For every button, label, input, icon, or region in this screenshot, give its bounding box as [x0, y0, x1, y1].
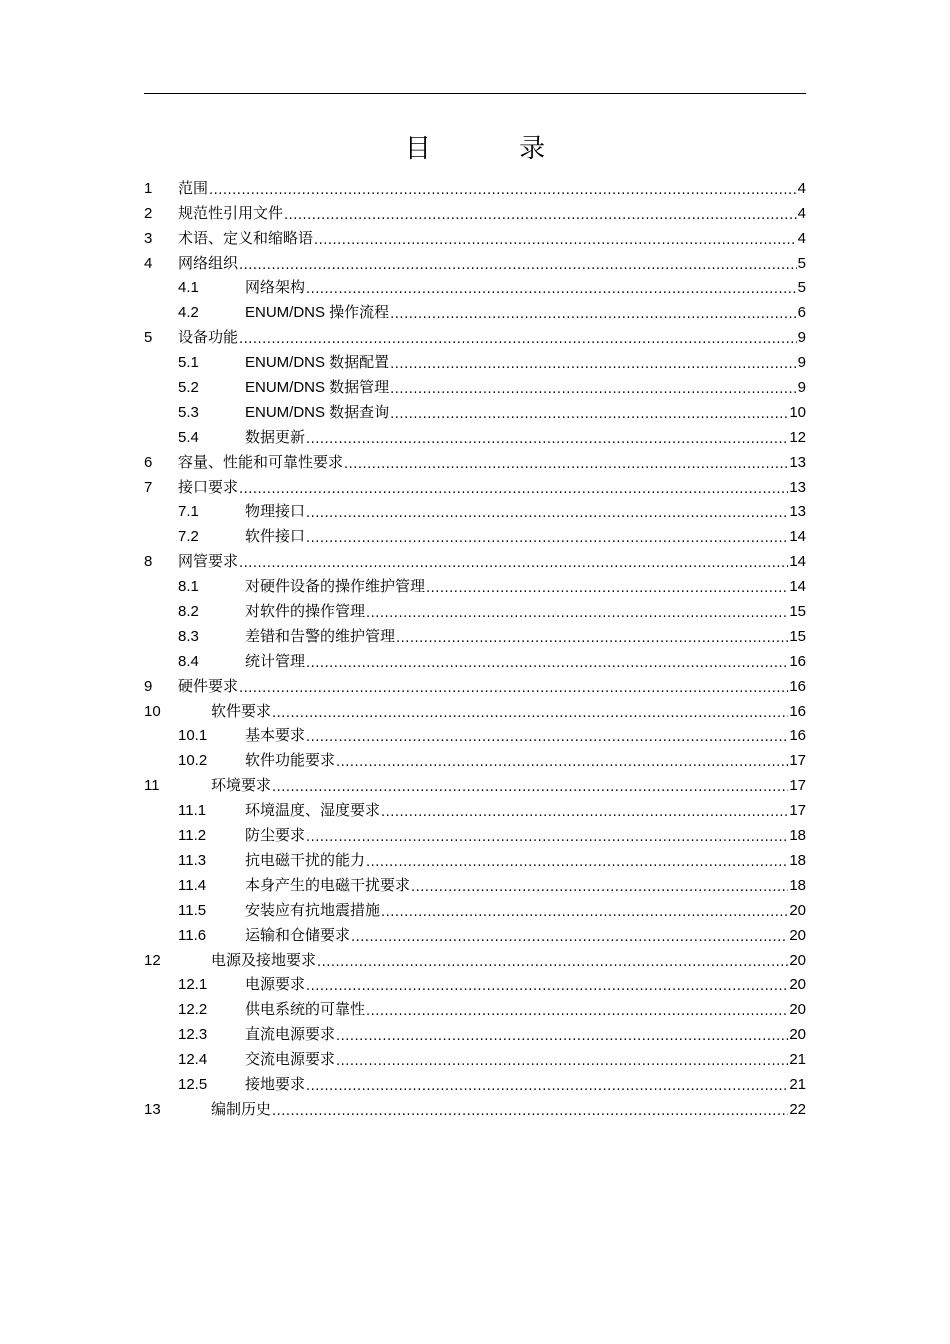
toc-entry-number: 11.3: [178, 851, 207, 869]
toc-entry[interactable]: [144, 846, 806, 871]
toc-entry-number: 8.3: [178, 627, 199, 645]
toc-entry-number: 8: [144, 553, 153, 571]
toc-dot-leader: [390, 378, 796, 398]
toc-entry-title: 物理接口: [245, 503, 306, 521]
toc-entry-number: 8.2: [178, 603, 199, 621]
toc-entry-page: 20: [789, 901, 806, 919]
toc-entry-title: 网管要求: [178, 553, 239, 571]
toc-entry[interactable]: [144, 274, 806, 299]
toc-dot-leader: [239, 552, 788, 572]
toc-entry-page: 4: [797, 204, 806, 222]
toc-entry-title: 环境要求: [211, 777, 272, 795]
toc-entry-number: 8.4: [178, 652, 199, 670]
toc-entry[interactable]: [144, 323, 806, 348]
toc-entry[interactable]: [144, 1045, 806, 1070]
toc-dot-leader: [351, 926, 788, 946]
toc-entry-number: 4.2: [178, 304, 199, 322]
toc-entry-page: 17: [789, 752, 806, 770]
toc-dot-leader: [272, 702, 788, 722]
toc-entry-title: 软件接口: [245, 528, 306, 546]
toc-entry-title: 设备功能: [178, 329, 239, 347]
toc-entry-number: 6: [144, 453, 153, 471]
toc-entry-number: 3: [144, 229, 153, 247]
toc-entry[interactable]: [144, 174, 806, 199]
toc-entry-page: 21: [789, 1075, 806, 1093]
toc-entry-title: 基本要求: [245, 727, 306, 745]
toc-dot-leader: [411, 876, 788, 896]
toc-entry-page: 20: [789, 1026, 806, 1044]
toc-dot-leader: [306, 975, 788, 995]
toc-entry[interactable]: [144, 1095, 806, 1120]
toc-entry[interactable]: [144, 946, 806, 971]
toc-entry-number: 2: [144, 204, 153, 222]
toc-entry-number: 5.2: [178, 379, 199, 397]
toc-entry-number: 10.2: [178, 752, 208, 770]
toc-entry-title: 接口要求: [178, 478, 239, 496]
toc-dot-leader: [272, 776, 788, 796]
toc-entry[interactable]: [144, 821, 806, 846]
toc-entry-number: 11.1: [178, 802, 207, 820]
toc-entry[interactable]: [144, 572, 806, 597]
toc-entry[interactable]: [144, 199, 806, 224]
toc-dot-leader: [239, 677, 788, 697]
toc-entry[interactable]: [144, 871, 806, 896]
toc-entry-page: 20: [789, 951, 806, 969]
toc-entry-number: 8.1: [178, 578, 199, 596]
toc-entry-title: 统计管理: [245, 652, 306, 670]
toc-entry[interactable]: [144, 249, 806, 274]
toc-dot-leader: [336, 1050, 788, 1070]
toc-entry[interactable]: [144, 622, 806, 647]
toc-dot-leader: [306, 652, 788, 672]
toc-entry-title: ENUM/DNS 数据配置: [245, 354, 390, 372]
toc-entry[interactable]: [144, 1020, 806, 1045]
toc-dot-leader: [306, 278, 797, 298]
toc-dot-leader: [239, 328, 797, 348]
toc-dot-leader: [390, 303, 796, 323]
toc-entry-title: 差错和告警的维护管理: [245, 627, 396, 645]
toc-entry-number: 5: [144, 329, 153, 347]
toc-dot-leader: [306, 502, 788, 522]
toc-dot-leader: [306, 1075, 788, 1095]
toc-entry-page: 13: [789, 453, 806, 471]
toc-entry-number: 13: [144, 1100, 161, 1118]
toc-entry-page: 16: [789, 652, 806, 670]
header-rule: [144, 93, 806, 94]
toc-entry-title: 电源要求: [245, 976, 306, 994]
toc-dot-leader: [306, 428, 788, 448]
toc-dot-leader: [344, 453, 788, 473]
toc-entry-number: 12: [144, 951, 161, 969]
toc-entry-number: 7.2: [178, 528, 199, 546]
toc-dot-leader: [336, 1025, 788, 1045]
toc-entry-title: 环境温度、湿度要求: [245, 802, 381, 820]
toc-entry[interactable]: [144, 448, 806, 473]
toc-entry-title: 运输和仓储要求: [245, 926, 351, 944]
toc-entry-page: 18: [789, 851, 806, 869]
toc-entry-title: 交流电源要求: [245, 1051, 336, 1069]
toc-entry-title: 直流电源要求: [245, 1026, 336, 1044]
toc-entry[interactable]: [144, 547, 806, 572]
toc-entry-page: 22: [789, 1100, 806, 1118]
toc-entry-page: 9: [797, 329, 806, 347]
toc-entry-page: 5: [797, 254, 806, 272]
toc-entry[interactable]: [144, 796, 806, 821]
toc-dot-leader: [366, 602, 788, 622]
toc-entry-page: 17: [789, 802, 806, 820]
toc-entry-number: 10: [144, 702, 161, 720]
toc-entry-number: 4: [144, 254, 153, 272]
toc-entry-page: 16: [789, 702, 806, 720]
toc-dot-leader: [366, 1000, 788, 1020]
toc-entry-title: ENUM/DNS 数据查询: [245, 403, 390, 421]
toc-entry-title: 网络架构: [245, 279, 306, 297]
toc-entry[interactable]: [144, 1070, 806, 1095]
toc-entry-page: 18: [789, 827, 806, 845]
toc-dot-leader: [209, 179, 797, 199]
toc-entry[interactable]: [144, 896, 806, 921]
toc-entry-page: 15: [789, 627, 806, 645]
toc-entry-title: 接地要求: [245, 1075, 306, 1093]
toc-entry-title: 防尘要求: [245, 827, 306, 845]
toc-entry-number: 10.1: [178, 727, 208, 745]
toc-entry-title: 抗电磁干扰的能力: [245, 851, 366, 869]
toc-entry-number: 4.1: [178, 279, 199, 297]
toc-entry-page: 20: [789, 976, 806, 994]
toc-entry[interactable]: [144, 298, 806, 323]
toc-entry[interactable]: [144, 722, 806, 747]
toc-entry-page: 16: [789, 677, 806, 695]
toc-entry[interactable]: [144, 224, 806, 249]
toc-entry-number: 12.1: [178, 976, 208, 994]
toc-entry-title: ENUM/DNS 操作流程: [245, 304, 390, 322]
toc-dot-leader: [272, 1100, 788, 1120]
toc-entry[interactable]: [144, 771, 806, 796]
toc-dot-leader: [239, 478, 788, 498]
toc-dot-leader: [314, 229, 797, 249]
toc-entry-number: 11.6: [178, 926, 207, 944]
toc-entry-number: 1: [144, 179, 153, 197]
toc-entry-title: 对软件的操作管理: [245, 603, 366, 621]
toc-entry[interactable]: [144, 647, 806, 672]
toc-entry-number: 7.1: [178, 503, 199, 521]
toc-entry-page: 20: [789, 1001, 806, 1019]
toc-dot-leader: [366, 851, 788, 871]
toc-entry-title: 硬件要求: [178, 677, 239, 695]
toc-entry[interactable]: [144, 373, 806, 398]
toc-dot-leader: [306, 527, 788, 547]
toc-entry-page: 6: [797, 304, 806, 322]
toc-entry-number: 12.3: [178, 1026, 208, 1044]
toc-entry-title: 容量、性能和可靠性要求: [178, 453, 344, 471]
toc-entry[interactable]: [144, 522, 806, 547]
toc-entry-page: 9: [797, 379, 806, 397]
toc-entry[interactable]: [144, 473, 806, 498]
toc-entry-page: 10: [789, 403, 806, 421]
toc-entry[interactable]: [144, 597, 806, 622]
toc-entry-title: 安装应有抗地震措施: [245, 901, 381, 919]
toc-entry-page: 20: [789, 926, 806, 944]
toc-entry-number: 12.5: [178, 1075, 208, 1093]
toc-entry-page: 16: [789, 727, 806, 745]
toc-entry-page: 14: [789, 578, 806, 596]
toc-entry[interactable]: [144, 697, 806, 722]
toc-entry-page: 12: [789, 428, 806, 446]
toc-entry-title: 规范性引用文件: [178, 204, 284, 222]
toc-entry-page: 13: [789, 478, 806, 496]
toc-entry-title: ENUM/DNS 数据管理: [245, 379, 390, 397]
page-title: 目 录: [404, 134, 586, 164]
toc-dot-leader: [336, 751, 788, 771]
toc-entry-page: 21: [789, 1051, 806, 1069]
toc-entry-title: 本身产生的电磁干扰要求: [245, 876, 411, 894]
toc-entry-title: 网络组织: [178, 254, 239, 272]
toc-entry-title: 对硬件设备的操作维护管理: [245, 578, 426, 596]
toc-entry[interactable]: [144, 672, 806, 697]
toc-entry-page: 14: [789, 528, 806, 546]
toc-entry[interactable]: [144, 348, 806, 373]
toc-entry-page: 15: [789, 603, 806, 621]
toc-entry-title: 范围: [178, 179, 209, 197]
toc-entry-page: 18: [789, 876, 806, 894]
toc-entry[interactable]: [144, 423, 806, 448]
toc-entry-number: 11.2: [178, 827, 207, 845]
toc-dot-leader: [390, 353, 796, 373]
toc-dot-leader: [381, 801, 788, 821]
toc-entry[interactable]: [144, 995, 806, 1020]
toc-dot-leader: [390, 403, 788, 423]
toc-entry-number: 5.3: [178, 403, 199, 421]
toc-entry[interactable]: [144, 498, 806, 523]
toc-entry[interactable]: [144, 971, 806, 996]
toc-entry-number: 5.4: [178, 428, 199, 446]
toc-dot-leader: [306, 726, 788, 746]
toc-entry-number: 9: [144, 677, 153, 695]
toc-entry-number: 12.4: [178, 1051, 208, 1069]
toc-dot-leader: [396, 627, 788, 647]
toc-entry-number: 7: [144, 478, 153, 496]
toc-entry-title: 供电系统的可靠性: [245, 1001, 366, 1019]
toc-entry-page: 14: [789, 553, 806, 571]
toc-entry-title: 电源及接地要求: [211, 951, 317, 969]
toc-entry-number: 5.1: [178, 354, 199, 372]
toc-entry-page: 9: [797, 354, 806, 372]
toc-dot-leader: [306, 826, 788, 846]
table-of-contents: [144, 174, 806, 1120]
toc-entry-page: 5: [797, 279, 806, 297]
toc-entry-title: 软件要求: [211, 702, 272, 720]
toc-entry-page: 4: [797, 179, 806, 197]
toc-entry-title: 编制历史: [211, 1100, 272, 1118]
toc-dot-leader: [284, 204, 797, 224]
toc-entry-title: 术语、定义和缩略语: [178, 229, 314, 247]
toc-dot-leader: [239, 254, 797, 274]
toc-entry[interactable]: [144, 398, 806, 423]
toc-entry-number: 11: [144, 777, 160, 795]
toc-entry-number: 11.4: [178, 876, 207, 894]
toc-dot-leader: [317, 951, 788, 971]
toc-entry[interactable]: [144, 746, 806, 771]
toc-entry-title: 数据更新: [245, 428, 306, 446]
toc-entry-page: 13: [789, 503, 806, 521]
toc-entry-number: 12.2: [178, 1001, 208, 1019]
toc-dot-leader: [426, 577, 788, 597]
toc-entry-page: 17: [789, 777, 806, 795]
toc-entry-number: 11.5: [178, 901, 207, 919]
toc-entry-page: 4: [797, 229, 806, 247]
toc-entry[interactable]: [144, 921, 806, 946]
toc-dot-leader: [381, 901, 788, 921]
toc-entry-title: 软件功能要求: [245, 752, 336, 770]
